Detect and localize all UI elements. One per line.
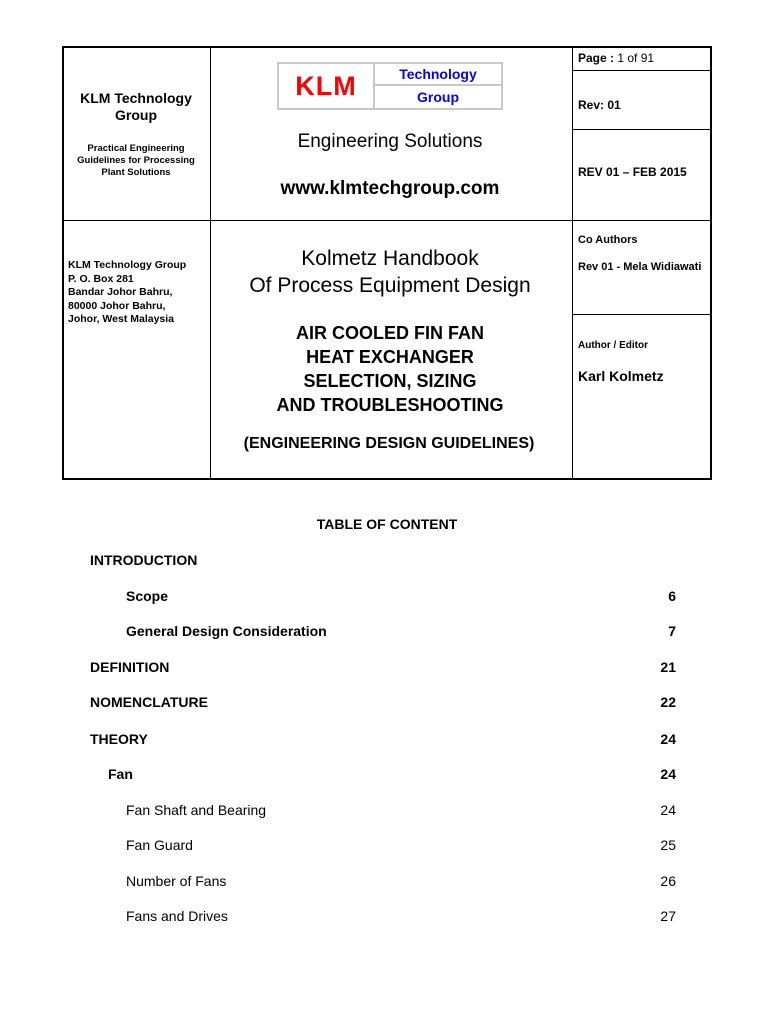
toc-entry-page: 7 (668, 623, 676, 639)
toc-entry-page: 22 (660, 694, 676, 710)
toc-entry-page: 26 (660, 873, 676, 889)
toc-entry-page: 27 (660, 908, 676, 924)
toc-entry-label[interactable]: THEORY (90, 731, 148, 747)
subject-line: HEAT EXCHANGER (306, 347, 474, 367)
toc-title: TABLE OF CONTENT (316, 516, 458, 532)
toc-entry-label[interactable]: Fan Guard (126, 837, 193, 853)
co-authors: Rev 01 - Mela Widiawati (578, 261, 702, 273)
website-link[interactable]: www.klmtechgroup.com (280, 178, 500, 199)
handbook-title-line2: Of Process Equipment Design (249, 274, 531, 297)
company-tagline: Practical Engineering Guidelines for Processing Plant Solutions (77, 143, 195, 178)
document-subject (210, 321, 570, 417)
divider (572, 314, 710, 315)
author-name: Karl Kolmetz (578, 368, 664, 384)
toc-entry-label[interactable]: INTRODUCTION (90, 552, 198, 568)
logo-technology-text: Technology (375, 64, 501, 86)
co-authors-label: Co Authors (578, 234, 638, 246)
toc-entry-page: 21 (660, 659, 676, 675)
guidelines-label: (ENGINEERING DESIGN GUIDELINES) (243, 435, 535, 452)
address-line: P. O. Box 281 (68, 272, 134, 285)
toc-entry-page: 24 (660, 731, 676, 747)
address-line: KLM Technology Group (68, 259, 187, 271)
logo-klm-text: KLM (279, 64, 375, 108)
toc-entry-label[interactable]: DEFINITION (90, 659, 170, 675)
engineering-solutions: Engineering Solutions (297, 131, 483, 152)
revision-date: REV 01 – FEB 2015 (578, 165, 687, 179)
subject-line: AIR COOLED FIN FAN (296, 323, 484, 343)
klm-logo (277, 62, 503, 110)
subject-line: AND TROUBLESHOOTING (276, 395, 504, 415)
toc-entry-page: 24 (660, 802, 676, 818)
toc-entry-label[interactable]: General Design Consideration (126, 623, 327, 639)
divider (572, 48, 573, 478)
address-line: Johor, West Malaysia (68, 313, 175, 325)
toc-entry-label[interactable]: Fan Shaft and Bearing (126, 802, 267, 818)
divider (572, 70, 710, 71)
address-line: 80000 Johor Bahru, (68, 299, 166, 312)
toc-entry-label[interactable]: Number of Fans (126, 873, 227, 889)
page-value: 1 of 91 (617, 51, 655, 65)
toc-entry-page: 25 (660, 837, 676, 853)
toc-entry-page: 6 (668, 588, 676, 604)
handbook-title (210, 245, 570, 299)
address-line: Bandar Johor Bahru, (68, 286, 173, 298)
toc-entry-label[interactable]: Fan (108, 766, 133, 782)
divider (572, 129, 710, 130)
handbook-title-line1: Kolmetz Handbook (301, 247, 479, 270)
subject-line: SELECTION, SIZING (303, 371, 477, 391)
author-label: Author / Editor (578, 340, 648, 351)
address-block (68, 259, 208, 327)
toc-entry-label[interactable]: Fans and Drives (126, 908, 228, 924)
toc-entry-label[interactable]: Scope (126, 588, 169, 604)
company-name: KLM Technology Group (80, 90, 192, 123)
divider (64, 220, 710, 221)
page-indicator (578, 51, 654, 65)
revision: Rev: 01 (578, 98, 621, 112)
toc-entry-page: 24 (660, 766, 676, 782)
page-label: Page : (578, 51, 615, 65)
toc-entry-label[interactable]: NOMENCLATURE (90, 694, 208, 710)
logo-group-text: Group (417, 89, 459, 105)
